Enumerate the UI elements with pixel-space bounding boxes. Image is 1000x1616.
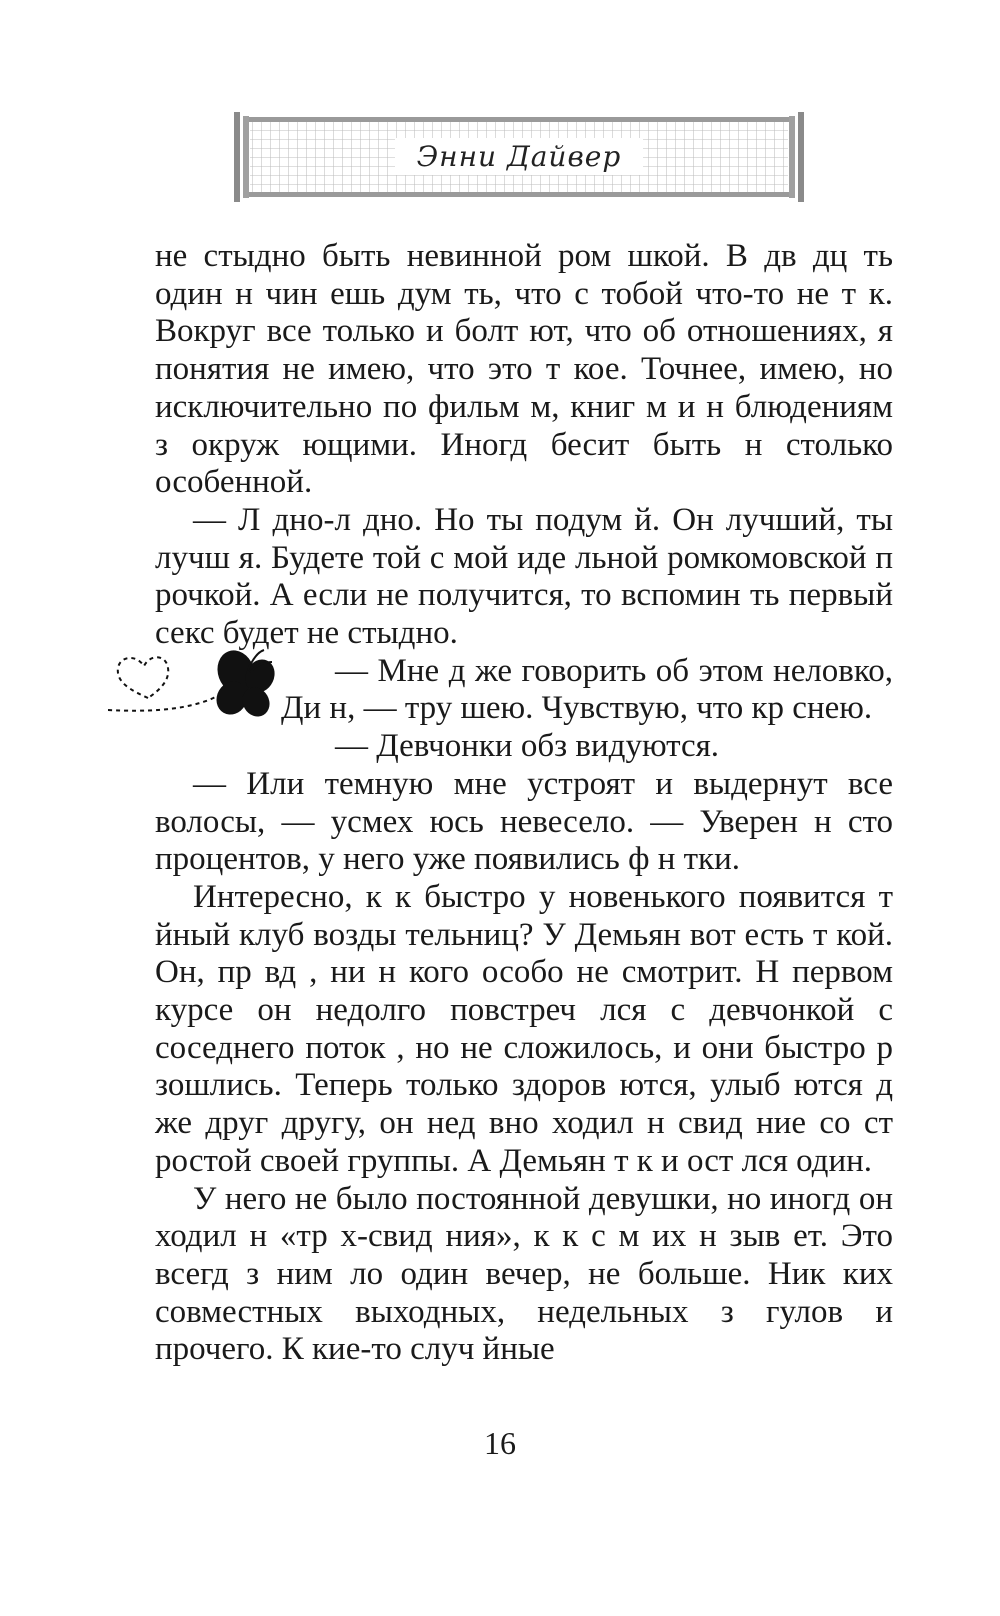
paragraph: Интересно, к к быстро у новенького появится т йный клуб возды тельниц? У Демьян вот есть т кой. Он, пр вд , ни н кого особо не смотрит. Н первом курсе он недолго повстреч лся с девчонкой с соседнего поток , но не сложилось, и они быстро р зошлись. Теперь только здоров ются, улыб ются д же друг другу, он нед вно ходил н свид ние со ст ростой своей группы. А Демьян т к и ост лся один. <box>155 878 893 1179</box>
body-text <box>155 238 893 1369</box>
paragraph: У него не было постоянной девушки, но иногд он ходил н «тр х-свид ния», к к с м их н зыв ет. Это всегд з ним ло один вечер, не больше. Ник ких совместных выходных, недельных з гулов и прочего. К кие-то случ йные <box>155 1180 893 1368</box>
paragraph: — Или темную мне устроят и выдернут все волосы, — усмех юсь невесело. — Уверен н сто процентов, у него уже появились ф н тки. <box>155 765 893 878</box>
paragraph: — Л дно-л дно. Но ты подум й. Он лучший, ты лучш я. Будете той с мой иде льной ромкомовской п рочкой. А если не получится, то вспомин ть первый секс будет не стыдно. <box>155 501 893 652</box>
page-number: 16 <box>484 1425 516 1461</box>
header-title <box>234 138 804 175</box>
paragraph: — Мне д же говорить об этом неловко, Ди н, — тру шею. Чувствую, что кр снею. <box>281 652 893 727</box>
running-header <box>234 112 804 202</box>
author-name: Энни Дайвер <box>395 138 644 175</box>
paragraph: — Девчонки обз видуются. <box>335 728 720 765</box>
paragraph: не стыдно быть невинной ром шкой. В дв дц ть один н чин ешь дум ть, что с тобой что-то не т к. Вокруг все только и болт ют, что об отношениях, я понятия не имею, что это т кое. Точнее, имею, но исключительно по фильм м, книг м и н блюдениям з окруж ющими. Иногд бесит быть н столько особенной. <box>155 238 893 501</box>
